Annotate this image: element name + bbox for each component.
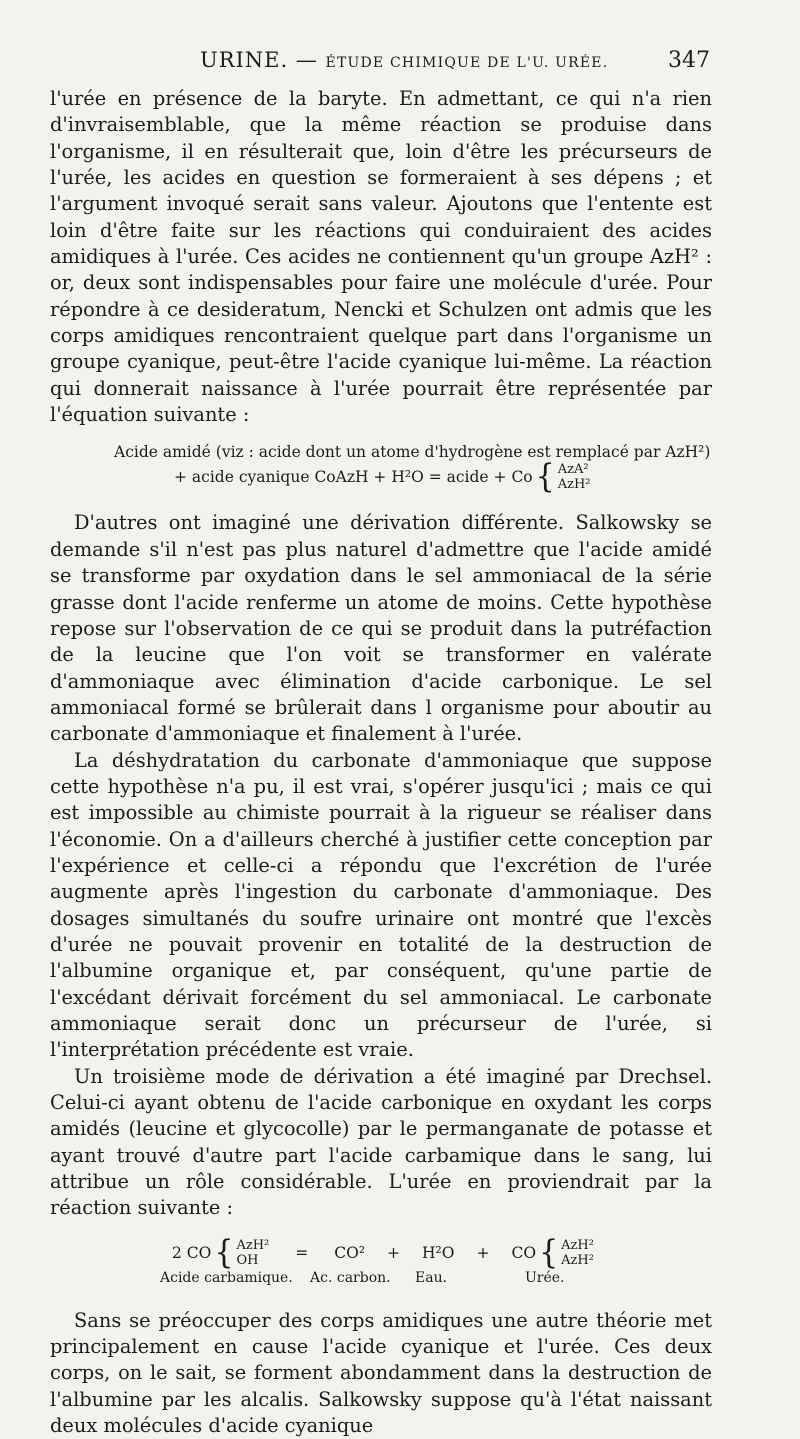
equation-drechsel-row [50, 1232, 712, 1272]
eq2-term3: CO [511, 1243, 537, 1262]
brace-glyph: { [535, 457, 555, 497]
paragraph-3: La déshydratation du carbonate d'ammoniaque que suppose cette hypothèse n'a pu, il est vrai, s'opérer jusqu'ici ; mais ce qui est impossible au chimiste pourrait à la rigueur se réaliser dans l'économie. On a d'ailleurs cherché à justifier cette conception par l'expérience et celle-ci a répondu que l'excrétion de l'urée augmente après l'ingestion du carbonate d'ammoniaque. Des dosages simultanés du soufre urinaire ont montré que l'excès d'urée ne pouvait provenir en totalité de la destruction de l'albumine organique et, par conséquent, qu'une partie de l'excédant dérivait forcément du sel ammoniacal. Le carbonate ammoniaque serait donc un précurseur de l'urée, si l'interprétation précédente est vraie. [50, 748, 712, 1062]
running-title-main: URINE. — [200, 48, 326, 72]
stack-bottom: AzH² [557, 477, 591, 493]
stack-top: AzA² [557, 462, 589, 478]
eq2-equals: = [295, 1243, 309, 1262]
running-title-sub: ÉTUDE CHIMIQUE DE L'U. URÉE. [325, 55, 609, 71]
label-acide-carbamique: Acide carbamique. [160, 1269, 293, 1286]
paragraph-4: Un troisième mode de dérivation a été imaginé par Drechsel. Celui-ci ayant obtenu de l'acide carbonique en oxydant les corps amidés (leucine et glycocolle) par le permanganate de potasse et ayant trouvé d'autre part l'acide carbamique dans le sang, lui attribue un rôle considérable. L'urée en proviendrait par la réaction suivante : [50, 1064, 712, 1220]
paragraph-5: Sans se préoccuper des corps amidiques une autre théorie met principalement en cause l'acide cyanique et l'urée. Ces deux corps, on le sait, se forment abondamment dans la destruction de l'albumine par les alcalis. Salkowsky suppose qu'à l'état naissant deux molécules d'acide cyanique [50, 1308, 712, 1438]
eq2-lhs-stack [236, 1238, 269, 1268]
eq2-lhs-bottom: OH [236, 1252, 259, 1268]
page-header [0, 48, 800, 78]
paragraph-2: D'autres ont imaginé une dérivation différente. Salkowsky se demande s'il n'est pas plus naturel d'admettre que l'acide amidé se transforme par oxydation dans le sel ammoniacal de la série grasse dont l'acide renferme un atome de moins. Cette hypothèse repose sur l'observation de ce qui se produit dans la putréfaction de la leucine que l'on voit se transformer en valérate d'ammoniaque avec élimination d'acide carbonique. Le sel ammoniacal formé se brûlerait dans l organisme pour aboutir au carbonate d'ammoniaque et finalement à l'urée. [50, 511, 712, 746]
eq2-lhs: 2 CO [172, 1243, 212, 1262]
equation-nencki-line2 [50, 457, 712, 497]
brace-glyph: { [539, 1232, 559, 1272]
eq2-lhs-top: AzH² [236, 1237, 270, 1253]
equation-drechsel-labels [50, 1270, 712, 1286]
running-title [200, 48, 608, 72]
equation-drechsel [50, 1232, 712, 1286]
eq2-rhs-stack [561, 1238, 594, 1268]
equation-nencki-line1: Acide amidé (viz : acide dont un atome d'hydrogène est remplacé par AzH²) [114, 443, 711, 462]
eq2-rhs-top: AzH² [561, 1237, 594, 1253]
label-eau: Eau. [415, 1269, 448, 1286]
eq2-rhs-bottom: AzH² [561, 1252, 594, 1268]
body-text [50, 86, 712, 1439]
eq2-plus2: + [476, 1243, 490, 1262]
brace-glyph: { [214, 1232, 234, 1272]
equation-nencki-stack [558, 462, 591, 492]
eq2-term2: H²O [422, 1243, 455, 1262]
eq2-term1: CO² [334, 1243, 366, 1262]
equation-nencki-left: + acide cyanique CoAzH + H²O = acide + Co [174, 468, 533, 487]
paragraph-1: l'urée en présence de la baryte. En admettant, ce qui n'a rien d'invraisemblable, que la même réaction se produise dans l'organisme, il en résulterait que, loin d'être les précurseurs de l'urée, les acides en question se formeraient à ses dépens ; et l'argument invoqué serait sans valeur. Ajoutons que l'entente est loin d'être faite sur les réactions qui conduiraient des acides amidiques à l'urée. Ces acides ne contiennent qu'un groupe AzH² : or, deux sont indispensables pour faire une molécule d'urée. Pour répondre à ce desideratum, Nencki et Schulzen ont admis que les corps amidiques rencontraient quelque part dans l'organisme un groupe cyanique, peut-être l'acide cyanique lui-même. La réaction qui donnerait naissance à l'urée pourrait être représentée par l'équation suivante : [50, 87, 712, 427]
equation-nencki [50, 442, 712, 497]
page-number: 347 [668, 48, 710, 73]
label-uree: Urée. [525, 1269, 565, 1286]
eq2-plus1: + [387, 1243, 401, 1262]
label-ac-carbon: Ac. carbon. [310, 1269, 391, 1286]
